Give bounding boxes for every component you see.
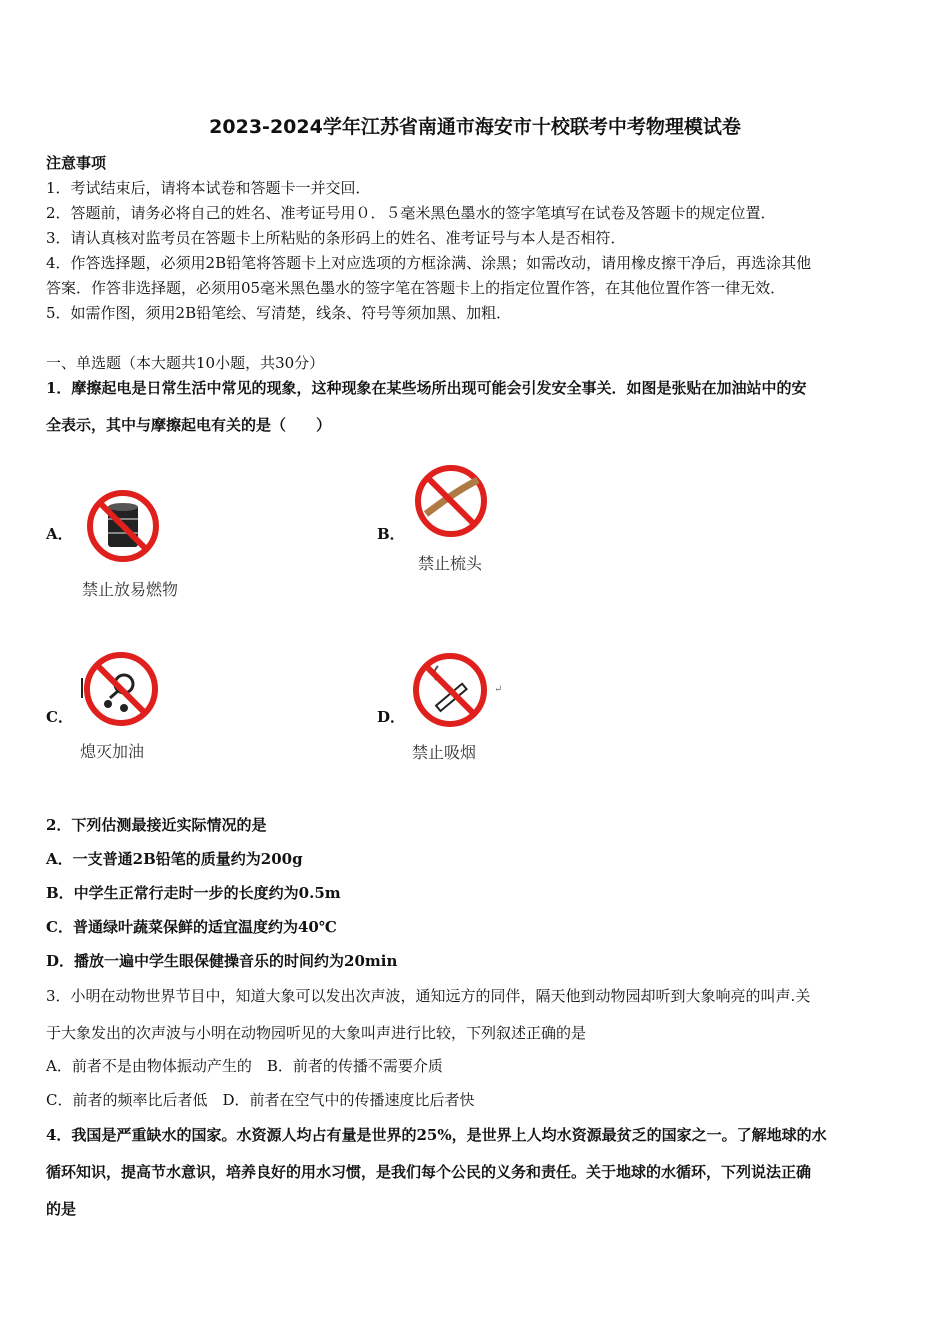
question-4-stem: 4．我国是严重缺水的国家。水资源人均占有量是世界的25%，是世界上人均水资源最贫乏的国家之一。了解地球的水 — [46, 1126, 827, 1144]
option-a-label: A． — [46, 525, 73, 543]
flammable-barrel-icon — [84, 487, 162, 565]
question-2-stem: 2．下列估测最接近实际情况的是 — [46, 816, 267, 834]
option-a-caption: 禁止放易燃物 — [82, 580, 179, 599]
option-c-caption: 熄灭加油 — [80, 742, 145, 761]
notice-heading: 注意事项 — [46, 154, 107, 172]
cigarette-icon — [410, 650, 506, 730]
notice-item: 5．如需作图，须用2B铅笔绘、写清楚，线条、符号等须加黑、加粗． — [46, 304, 512, 322]
section-heading: 一、单选题（本大题共10小题，共30分） — [46, 354, 325, 372]
question-1-stem: 1．摩擦起电是日常生活中常见的现象，这种现象在某些场所出现可能会引发安全事关．如图是张贴在加油站中的安 — [46, 379, 807, 397]
question-2-option: A．一支普通2B铅笔的质量约为200g — [46, 850, 303, 868]
option-b-caption: 禁止梳头 — [418, 554, 483, 573]
notice-item: 1．考试结束后，请将本试卷和答题卡一并交回． — [46, 179, 371, 197]
notice-item: 4．作答选择题，必须用2B铅笔将答题卡上对应选项的方框涂满、涂黑；如需改动，请用橡皮擦干净后，再选涂其他 — [46, 254, 812, 272]
option-d-caption: 禁止吸烟 — [412, 743, 477, 762]
question-2-option: C．普通绿叶蔬菜保鲜的适宜温度约为40℃ — [46, 918, 337, 936]
question-3-options-ab: A．前者不是由物体振动产生的 B．前者的传播不需要介质 — [46, 1057, 443, 1075]
engine-key-icon — [80, 648, 162, 730]
option-d-label: D． — [377, 708, 406, 726]
question-2-option: B．中学生正常行走时一步的长度约为0.5m — [46, 884, 341, 902]
option-b-label: B． — [377, 525, 405, 543]
comb-icon — [412, 462, 490, 540]
question-3-stem: 3．小明在动物世界节目中，知道大象可以发出次声波，通知远方的同伴，隔天他到动物园却听到大象响亮的叫声.关 — [46, 987, 811, 1005]
question-3-options-cd: C．前者的频率比后者低 D．前者在空气中的传播速度比后者快 — [46, 1091, 475, 1109]
option-c-label: C． — [46, 708, 73, 726]
page-title: 2023-2024学年江苏省南通市海安市十校联考中考物理模试卷 — [209, 116, 741, 138]
question-4-stem-end: 的是 — [46, 1200, 77, 1218]
notice-item: 3．请认真核对监考员在答题卡上所粘贴的条形码上的姓名、准考证号与本人是否相符． — [46, 229, 626, 247]
svg-text:↵: ↵ — [494, 684, 503, 695]
question-4-stem-cont: 循环知识，提高节水意识，培养良好的用水习惯，是我们每个公民的义务和责任。关于地球的水循环，下列说法正确 — [46, 1163, 812, 1181]
question-1-stem-cont: 全表示，其中与摩擦起电有关的是（ ） — [46, 416, 332, 434]
notice-item: 答案．作答非选择题，必须用05毫米黑色墨水的签字笔在答题卡上的指定位置作答，在其他位置作答一律无效． — [46, 279, 786, 297]
question-3-stem-cont: 于大象发出的次声波与小明在动物园听见的大象叫声进行比较，下列叙述正确的是 — [46, 1024, 587, 1042]
question-2-option: D．播放一遍中学生眼保健操音乐的时间约为20min — [46, 952, 398, 970]
notice-item: 2．答题前，请务必将自己的姓名、准考证号用０．５毫米黑色墨水的签字笔填写在试卷及答题卡的规定位置． — [46, 204, 776, 222]
